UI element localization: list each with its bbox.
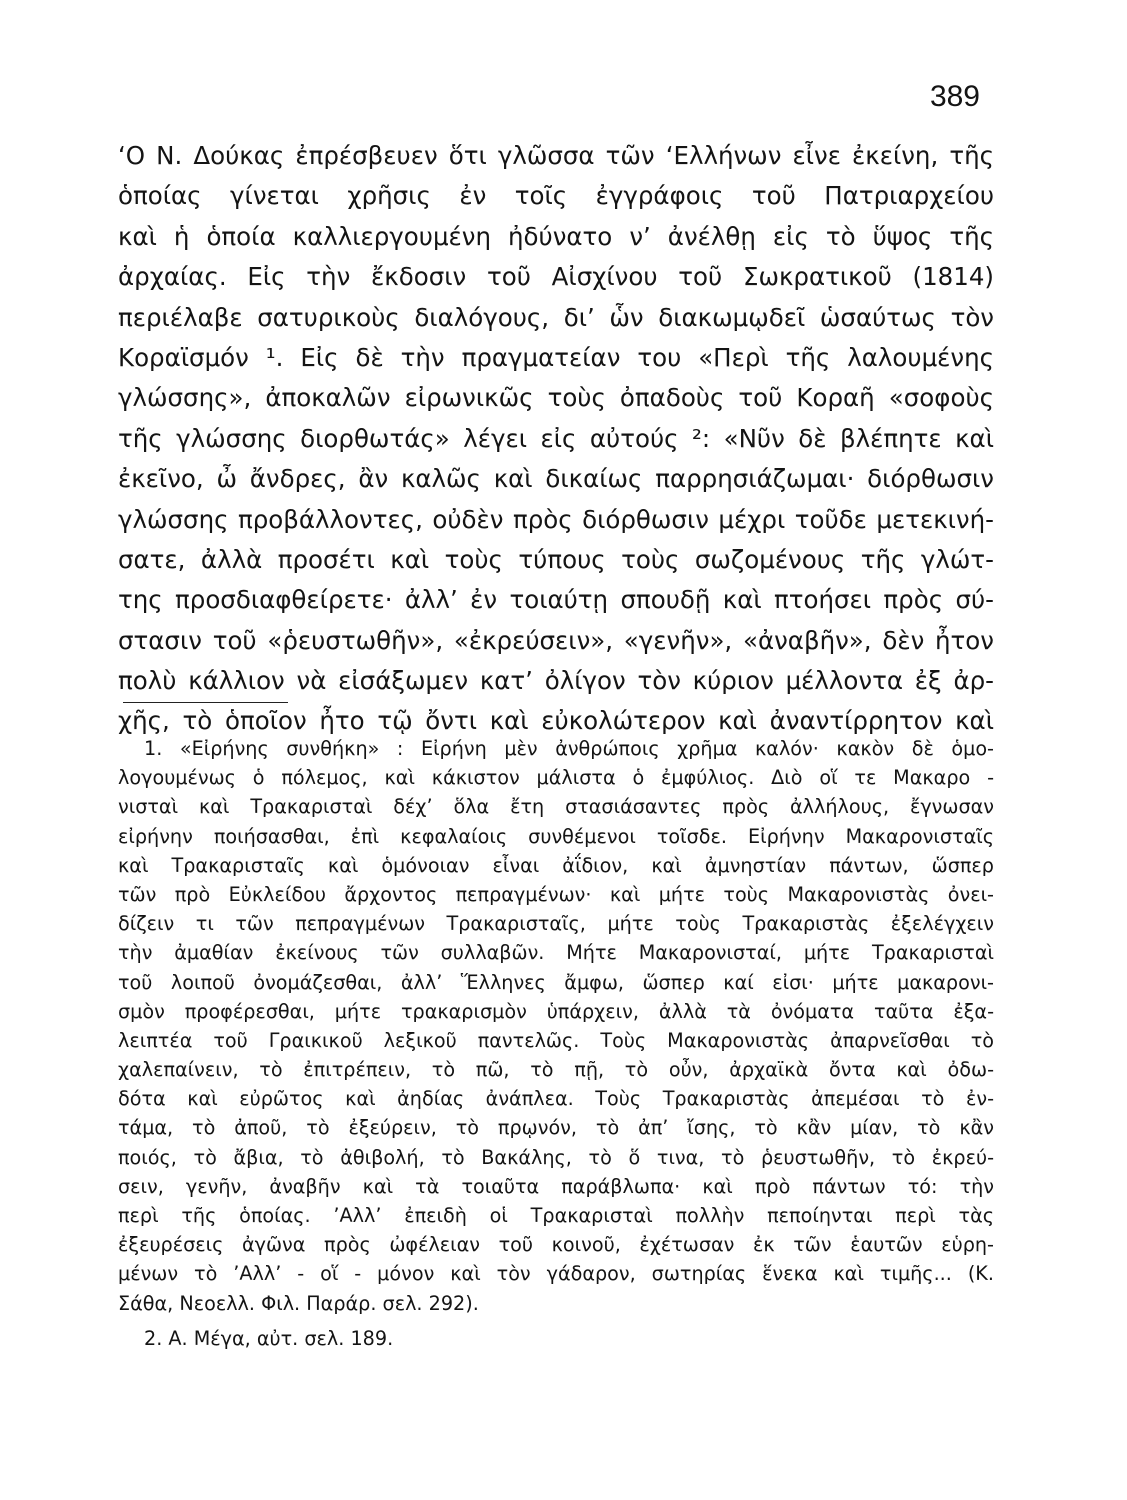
footnote-line: δότα καὶ εὐρῶτος καὶ ἀηδίας ἀνάπλεα. Τοὺς Τρακαριστὰς ἀπεμέσαι τὸ ἐν- (118, 1087, 994, 1111)
footnote-1 (118, 734, 994, 1318)
footnote-line: δίζειν τι τῶν πεπραγμένων Τρακαρισταῖς, μήτε τοὺς Τρακαριστὰς ἐξελέγχειν (118, 912, 994, 936)
text-line: πολὺ κάλλιον νὰ εἰσάξωμεν κατ’ ὀλίγον τὸν κύριον μέλλοντα ἐξ ἀρ- (118, 666, 994, 696)
text-line: περιέλαβε σατυρικοὺς διαλόγους, δι’ ὧν διακωμῳδεῖ ὡσαύτως τὸν (118, 302, 994, 332)
footnote-line: λογουμένως ὁ πόλεμος, καὶ κάκιστον μάλιστα ὁ ἐμφύλιος. Διὸ οἵ τε Μακαρο - (118, 766, 994, 790)
footnote-line: ἐξευρέσεις ἀγῶνα πρὸς ὠφέλειαν τοῦ κοινοῦ, ἐχέτωσαν ἐκ τῶν ἑαυτῶν εὑρη- (118, 1233, 994, 1257)
footnote-line: σμὸν προφέρεσθαι, μήτε τρακαρισμὸν ὑπάρχειν, ἀλλὰ τὰ ὀνόματα ταῦτα ἐξα- (118, 999, 994, 1023)
text-line: ἀρχαίας. Εἰς τὴν ἔκδοσιν τοῦ Αἰσχίνου τοῦ Σωκρατικοῦ (1814) (118, 262, 994, 292)
footnote-line: 1. «Εἰρήνης συνθήκη» : Εἰρήνη μὲν ἀνθρώποις χρῆμα καλόν· κακὸν δὲ ὁμο- (144, 737, 994, 760)
footnote-line: τῶν πρὸ Εὐκλείδου ἄρχοντος πεπραγμένων· καὶ μήτε τοὺς Μακαρονιστὰς ὀνει- (118, 882, 994, 906)
page-number: 389 (929, 80, 980, 113)
text-line: Κοραϊσμόν ¹. Εἰς δὲ τὴν πραγματείαν του «Περὶ τῆς λαλουμένης (118, 342, 994, 372)
footnote-line: τοῦ λοιποῦ ὀνομάζεσθαι, ἀλλ’ Ἕλληνες ἄμφω, ὥσπερ καί εἰσι· μήτε μακαρονι- (118, 970, 994, 994)
footnote-line: ποιός, τὸ ἄβια, τὸ ἀθιβολή, τὸ Βακάλης, τὸ ὅ τινα, τὸ ῥευστωθῆν, τὸ ἐκρεύ- (118, 1145, 994, 1169)
main-text (118, 136, 994, 742)
footnote-line: λειπτέα τοῦ Γραικικοῦ λεξικοῦ παντελῶς. Τοὺς Μακαρονιστὰς ἀπαρνεῖσθαι τὸ (118, 1028, 994, 1052)
footnote-line: εἰρήνην ποιήσασθαι, ἐπὶ κεφαλαίοις συνθέμενοι τοῖσδε. Εἰρήνην Μακαρονισταῖς (118, 824, 994, 848)
footnote-line: χαλεπαίνειν, τὸ ἐπιτρέπειν, τὸ πῶ, τὸ πῇ, τὸ οὖν, ἀρχαϊκὰ ὄντα καὶ ὀδω- (118, 1058, 994, 1082)
text-line: γλώσσης», ἀποκαλῶν εἰρωνικῶς τοὺς ὀπαδοὺς τοῦ Κοραῆ «σοφοὺς (118, 383, 994, 413)
footnote-line: περὶ τῆς ὁποίας. ’Αλλ’ ἐπειδὴ οἱ Τρακαρισταὶ πολλὴν πεποίηνται περὶ τὰς (118, 1204, 994, 1227)
footnote-2: 2. Α. Μέγα, αὐτ. σελ. 189. (144, 1326, 394, 1350)
text-line: ἐκεῖνο, ὦ ἄνδρες, ἂν καλῶς καὶ δικαίως παρρησιάζωμαι· διόρθωσιν (118, 464, 994, 494)
text-line: ὁποίας γίνεται χρῆσις ἐν τοῖς ἐγγράφοις τοῦ Πατριαρχείου (118, 181, 994, 211)
footnote-line: νισταὶ καὶ Τρακαρισταὶ δέχ’ ὅλα ἔτη στασιάσαντες πρὸς ἀλλήλους, ἔγνωσαν (118, 795, 994, 819)
text-line: γλώσσης προβάλλοντες, οὐδὲν πρὸς διόρθωσιν μέχρι τοῦδε μετεκινή- (118, 504, 994, 534)
text-line: ‘Ο Ν. Δούκας ἐπρέσβευεν ὅτι γλῶσσα τῶν ‘Ελλήνων εἶνε ἐκείνη, τῆς (118, 141, 994, 170)
footnote-line: Σάθα, Νεοελλ. Φιλ. Παράρ. σελ. 292). (118, 1291, 479, 1315)
footnote-divider (123, 702, 288, 703)
footnote-line: τάμα, τὸ ἀποῦ, τὸ ἐξεύρειν, τὸ πρῳνόν, τὸ ἀπ’ ἴσης, τὸ κἂν μίαν, τὸ κἂν (118, 1116, 994, 1140)
footnotes (118, 734, 994, 1353)
text-line: σατε, ἀλλὰ προσέτι καὶ τοὺς τύπους τοὺς σωζομένους τῆς γλώτ- (118, 544, 994, 574)
text-line: της προσδιαφθείρετε· ἀλλ’ ἐν τοιαύτῃ σπουδῇ καὶ πτοήσει πρὸς σύ- (118, 585, 994, 615)
footnote-line: καὶ Τρακαρισταῖς καὶ ὁμόνοιαν εἶναι ἀΐδιον, καὶ ἀμνηστίαν πάντων, ὥσπερ (118, 853, 994, 877)
text-line: καὶ ἡ ὁποία καλλιεργουμένη ἠδύνατο ν’ ἀνέλθῃ εἰς τὸ ὕψος τῆς (118, 221, 994, 251)
text-line: στασιν τοῦ «ῥευστωθῆν», «ἐκρεύσειν», «γενῆν», «ἀναβῆν», δὲν ἦτον (118, 625, 994, 655)
footnote-line: τὴν ἀμαθίαν ἐκείνους τῶν συλλαβῶν. Μήτε Μακαρονισταί, μήτε Τρακαρισταὶ (118, 941, 994, 965)
footnote-line: σειν, γενῆν, ἀναβῆν καὶ τὰ τοιαῦτα παράβλωπα· καὶ πρὸ πάντων τό: τὴν (118, 1174, 994, 1198)
footnote-line: μένων τὸ ’Αλλ’ - οἵ - μόνον καὶ τὸν γάδαρον, σωτηρίας ἕνεκα καὶ τιμῆς... (Κ. (118, 1262, 994, 1286)
text-line: τῆς γλώσσης διορθωτάς» λέγει εἰς αὐτούς ²: «Νῦν δὲ βλέπητε καὶ (118, 423, 994, 453)
text-line: χῆς, τὸ ὁποῖον ἦτο τῷ ὄντι καὶ εὐκολώτερον καὶ ἀναντίρρητον καὶ (118, 706, 994, 736)
